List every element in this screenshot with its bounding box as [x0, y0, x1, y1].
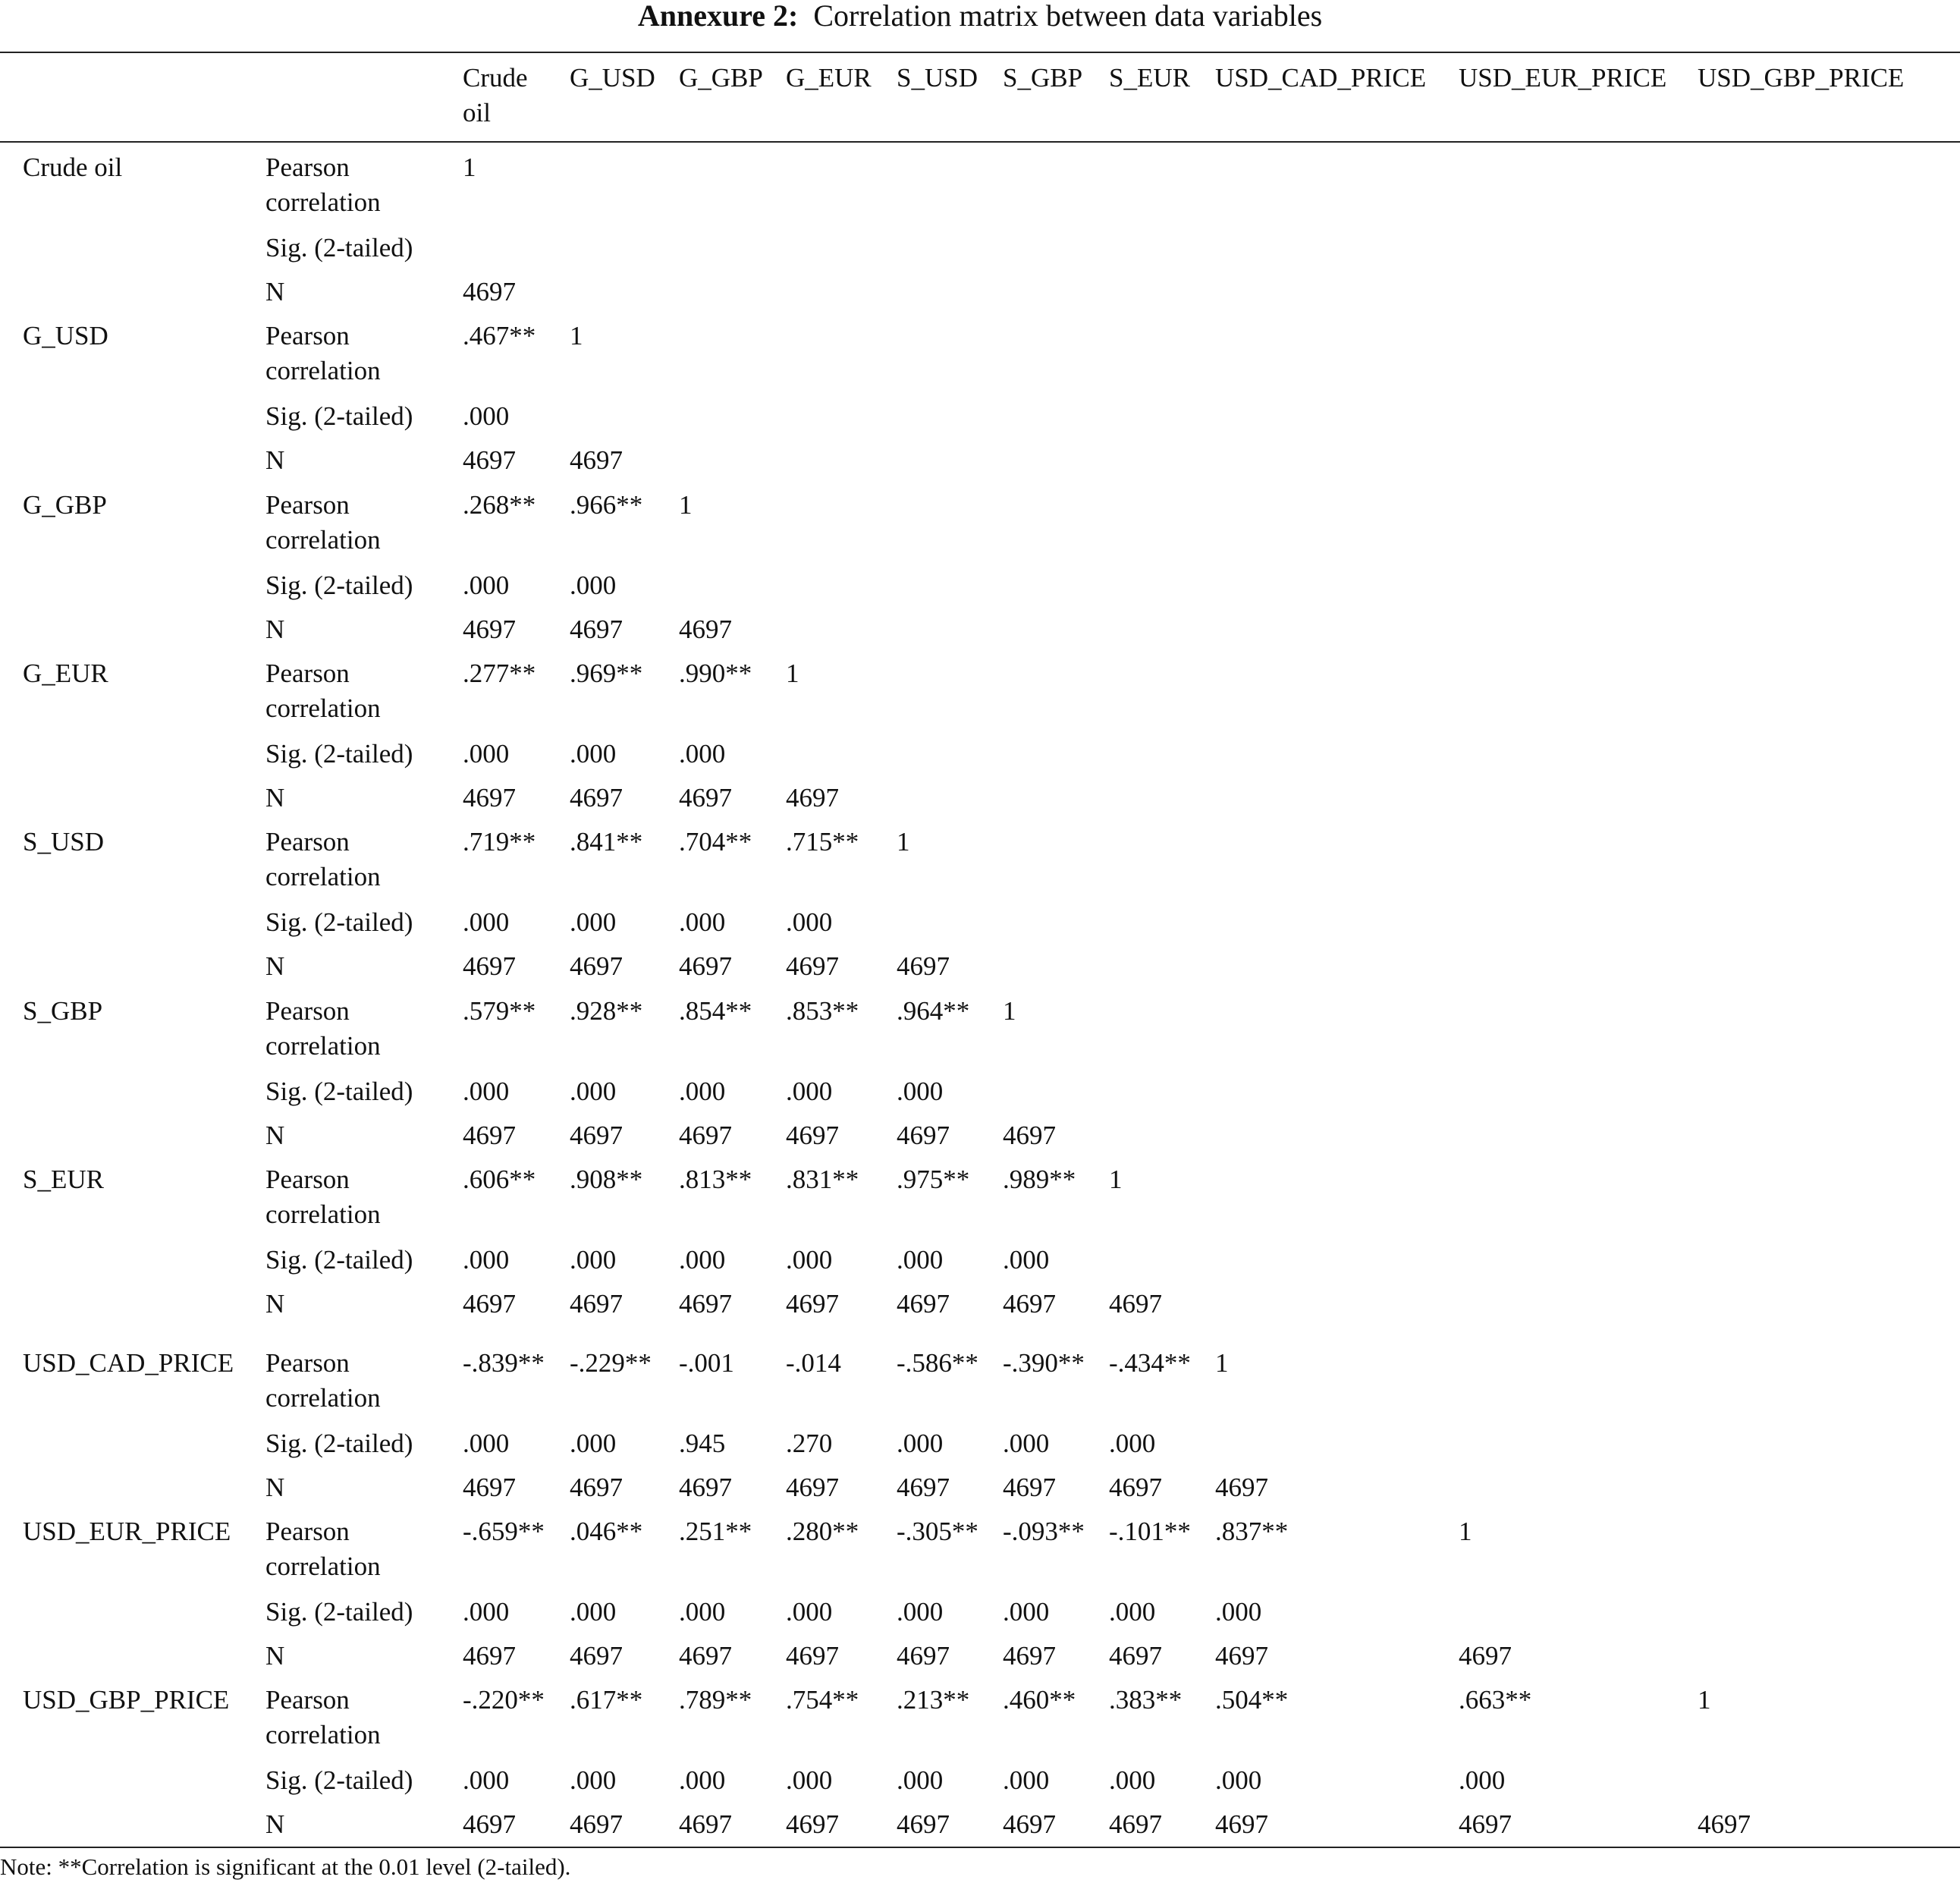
n-cell: 4697 [1003, 1641, 1056, 1671]
pearson-cell: .854** [679, 996, 752, 1026]
column-header: USD_GBP_PRICE [1698, 63, 1905, 93]
n-cell: 4697 [786, 783, 839, 813]
sig-cell: .000 [463, 571, 510, 600]
sig-cell: .000 [463, 907, 510, 937]
stat-label-pearson: correlation [265, 862, 381, 891]
row-variable-name: Crude oil [23, 152, 123, 182]
pearson-cell: .663** [1459, 1685, 1532, 1715]
sig-cell: .000 [570, 739, 617, 769]
n-cell: 4697 [463, 445, 516, 475]
n-cell: 4697 [897, 1473, 950, 1502]
title-text: Correlation matrix between data variables [813, 0, 1323, 33]
stat-label-pearson: correlation [265, 525, 381, 555]
sig-cell: .000 [570, 571, 617, 600]
pearson-cell: -.001 [679, 1348, 734, 1378]
n-cell: 4697 [463, 951, 516, 981]
pearson-cell: .719** [463, 827, 536, 857]
sig-cell: .000 [897, 1077, 944, 1106]
sig-cell: .000 [897, 1597, 944, 1627]
top-rule [0, 52, 1960, 53]
sig-cell: .000 [570, 1597, 617, 1627]
pearson-cell: .841** [570, 827, 643, 857]
row-variable-name: USD_GBP_PRICE [23, 1685, 230, 1715]
header-crude-oil-line1: Crude [463, 63, 528, 93]
stat-label-n: N [265, 615, 285, 644]
pearson-cell: -.659** [463, 1517, 545, 1546]
pearson-cell: .460** [1003, 1685, 1076, 1715]
row-variable-name: S_GBP [23, 996, 103, 1026]
sig-cell: .000 [786, 1245, 833, 1275]
stat-label-sig: Sig. (2-tailed) [265, 1429, 413, 1458]
n-cell: 4697 [897, 1641, 950, 1671]
stat-label-sig: Sig. (2-tailed) [265, 571, 413, 600]
pearson-cell: -.586** [897, 1348, 978, 1378]
header-rule [0, 141, 1960, 143]
table-title [0, 0, 1960, 33]
pearson-cell: -.390** [1003, 1348, 1085, 1378]
sig-cell: .000 [786, 1597, 833, 1627]
sig-cell: .000 [786, 1765, 833, 1795]
row-variable-name: USD_EUR_PRICE [23, 1517, 231, 1546]
pearson-cell: -.093** [1003, 1517, 1085, 1546]
pearson-cell: .213** [897, 1685, 970, 1715]
pearson-cell: 1 [570, 321, 583, 351]
pearson-cell: .908** [570, 1165, 643, 1194]
pearson-cell: -.305** [897, 1517, 978, 1546]
n-cell: 4697 [570, 1809, 623, 1839]
n-cell: 4697 [679, 783, 732, 813]
bottom-rule [0, 1847, 1960, 1848]
stat-label-n: N [265, 1121, 285, 1150]
sig-cell: .000 [1215, 1597, 1262, 1627]
row-variable-name: USD_CAD_PRICE [23, 1348, 234, 1378]
column-header: G_EUR [786, 63, 872, 93]
pearson-cell: -.101** [1109, 1517, 1191, 1546]
stat-label-pearson: Pearson [265, 827, 350, 857]
sig-cell: .000 [570, 1765, 617, 1795]
n-cell: 4697 [570, 1289, 623, 1319]
n-cell: 4697 [1109, 1289, 1162, 1319]
n-cell: 4697 [786, 1473, 839, 1502]
n-cell: 4697 [570, 951, 623, 981]
pearson-cell: .251** [679, 1517, 752, 1546]
n-cell: 4697 [679, 951, 732, 981]
sig-cell: .000 [786, 1077, 833, 1106]
header-crude-oil-line2: oil [463, 98, 491, 127]
pearson-cell: 1 [1109, 1165, 1123, 1194]
row-variable-name: S_EUR [23, 1165, 104, 1194]
n-cell: 4697 [897, 951, 950, 981]
stat-label-pearson: Pearson [265, 1165, 350, 1194]
pearson-cell: .046** [570, 1517, 643, 1546]
n-cell: 4697 [679, 1641, 732, 1671]
n-cell: 4697 [1698, 1809, 1751, 1839]
n-cell: 4697 [679, 1289, 732, 1319]
pearson-cell: .704** [679, 827, 752, 857]
sig-cell: .000 [897, 1429, 944, 1458]
row-variable-name: G_USD [23, 321, 108, 351]
n-cell: 4697 [679, 1121, 732, 1150]
sig-cell: .000 [570, 907, 617, 937]
n-cell: 4697 [1109, 1809, 1162, 1839]
n-cell: 4697 [1109, 1473, 1162, 1502]
stat-label-pearson: correlation [265, 356, 381, 385]
n-cell: 4697 [1003, 1121, 1056, 1150]
n-cell: 4697 [1215, 1641, 1268, 1671]
pearson-cell: 1 [786, 659, 799, 688]
n-cell: 4697 [463, 1289, 516, 1319]
pearson-cell: .989** [1003, 1165, 1076, 1194]
pearson-cell: .813** [679, 1165, 752, 1194]
stat-label-pearson: correlation [265, 1720, 381, 1749]
stat-label-pearson: Pearson [265, 490, 350, 520]
stat-label-pearson: correlation [265, 1383, 381, 1413]
n-cell: 4697 [786, 951, 839, 981]
sig-cell: .000 [463, 401, 510, 431]
column-header: G_USD [570, 63, 655, 93]
sig-cell: .000 [1109, 1429, 1156, 1458]
pearson-cell: .467** [463, 321, 536, 351]
pearson-cell: .928** [570, 996, 643, 1026]
sig-cell: .000 [463, 1429, 510, 1458]
sig-cell: .000 [570, 1077, 617, 1106]
pearson-cell: .606** [463, 1165, 536, 1194]
pearson-cell: .990** [679, 659, 752, 688]
sig-cell: .000 [679, 907, 726, 937]
pearson-cell: .383** [1109, 1685, 1183, 1715]
pearson-cell: 1 [1003, 996, 1016, 1026]
n-cell: 4697 [570, 1641, 623, 1671]
sig-cell: .000 [1003, 1245, 1050, 1275]
n-cell: 4697 [570, 1121, 623, 1150]
n-cell: 4697 [897, 1289, 950, 1319]
pearson-cell: .715** [786, 827, 859, 857]
sig-cell: .000 [463, 1077, 510, 1106]
n-cell: 4697 [570, 1473, 623, 1502]
stat-label-pearson: correlation [265, 187, 381, 217]
stat-label-pearson: Pearson [265, 1685, 350, 1715]
pearson-cell: .268** [463, 490, 536, 520]
stat-label-pearson: Pearson [265, 321, 350, 351]
n-cell: 4697 [679, 1473, 732, 1502]
sig-cell: .000 [679, 739, 726, 769]
column-header: USD_CAD_PRICE [1215, 63, 1427, 93]
stat-label-sig: Sig. (2-tailed) [265, 907, 413, 937]
stat-label-sig: Sig. (2-tailed) [265, 1765, 413, 1795]
sig-cell: .000 [1215, 1765, 1262, 1795]
n-cell: 4697 [1109, 1641, 1162, 1671]
stat-label-pearson: Pearson [265, 1348, 350, 1378]
n-cell: 4697 [463, 615, 516, 644]
stat-label-n: N [265, 1473, 285, 1502]
n-cell: 4697 [570, 615, 623, 644]
pearson-cell: 1 [897, 827, 910, 857]
sig-cell: .000 [463, 1597, 510, 1627]
stat-label-n: N [265, 783, 285, 813]
pearson-cell: .853** [786, 996, 859, 1026]
n-cell: 4697 [463, 783, 516, 813]
n-cell: 4697 [463, 1809, 516, 1839]
pearson-cell: -.014 [786, 1348, 841, 1378]
n-cell: 4697 [786, 1289, 839, 1319]
pearson-cell: .969** [570, 659, 643, 688]
stat-label-n: N [265, 445, 285, 475]
pearson-cell: .504** [1215, 1685, 1289, 1715]
stat-label-n: N [265, 277, 285, 306]
n-cell: 4697 [1215, 1809, 1268, 1839]
pearson-cell: -.220** [463, 1685, 545, 1715]
row-variable-name: G_EUR [23, 659, 108, 688]
sig-cell: .000 [897, 1245, 944, 1275]
pearson-cell: .837** [1215, 1517, 1289, 1546]
stat-label-sig: Sig. (2-tailed) [265, 1597, 413, 1627]
pearson-cell: 1 [463, 152, 476, 182]
stat-label-sig: Sig. (2-tailed) [265, 233, 413, 262]
n-cell: 4697 [786, 1121, 839, 1150]
pearson-cell: 1 [1698, 1685, 1711, 1715]
sig-cell: .000 [463, 1245, 510, 1275]
sig-cell: .000 [679, 1765, 726, 1795]
stat-label-sig: Sig. (2-tailed) [265, 739, 413, 769]
sig-cell: .000 [1003, 1765, 1050, 1795]
sig-cell: .000 [463, 739, 510, 769]
sig-cell: .000 [1109, 1597, 1156, 1627]
pearson-cell: .277** [463, 659, 536, 688]
n-cell: 4697 [570, 783, 623, 813]
n-cell: 4697 [786, 1641, 839, 1671]
n-cell: 4697 [463, 1121, 516, 1150]
sig-cell: .000 [897, 1765, 944, 1795]
n-cell: 4697 [786, 1809, 839, 1839]
n-cell: 4697 [463, 277, 516, 306]
sig-cell: .000 [570, 1245, 617, 1275]
sig-cell: .000 [570, 1429, 617, 1458]
stat-label-pearson: Pearson [265, 1517, 350, 1546]
sig-cell: .000 [1459, 1765, 1506, 1795]
n-cell: 4697 [679, 1809, 732, 1839]
pearson-cell: 1 [679, 490, 693, 520]
pearson-cell: .966** [570, 490, 643, 520]
n-cell: 4697 [679, 615, 732, 644]
n-cell: 4697 [1215, 1473, 1268, 1502]
stat-label-n: N [265, 1809, 285, 1839]
pearson-cell: .789** [679, 1685, 752, 1715]
sig-cell: .000 [1109, 1765, 1156, 1795]
stat-label-pearson: correlation [265, 1551, 381, 1581]
sig-cell: .000 [679, 1597, 726, 1627]
title-label: Annexure 2: [637, 0, 799, 33]
stat-label-pearson: correlation [265, 1199, 381, 1229]
n-cell: 4697 [463, 1641, 516, 1671]
stat-label-sig: Sig. (2-tailed) [265, 1245, 413, 1275]
pearson-cell: .280** [786, 1517, 859, 1546]
sig-cell: .000 [679, 1245, 726, 1275]
sig-cell: .000 [679, 1077, 726, 1106]
n-cell: 4697 [897, 1121, 950, 1150]
n-cell: 4697 [897, 1809, 950, 1839]
pearson-cell: .831** [786, 1165, 859, 1194]
sig-cell: .000 [786, 907, 833, 937]
pearson-cell: 1 [1459, 1517, 1472, 1546]
pearson-cell: -.434** [1109, 1348, 1191, 1378]
row-variable-name: G_GBP [23, 490, 107, 520]
stat-label-n: N [265, 1641, 285, 1671]
row-variable-name: S_USD [23, 827, 104, 857]
column-header: USD_EUR_PRICE [1459, 63, 1667, 93]
sig-cell: .000 [463, 1765, 510, 1795]
n-cell: 4697 [1459, 1809, 1512, 1839]
column-header: S_EUR [1109, 63, 1190, 93]
column-header: G_GBP [679, 63, 763, 93]
pearson-cell: .964** [897, 996, 970, 1026]
sig-cell: .270 [786, 1429, 833, 1458]
n-cell: 4697 [1003, 1473, 1056, 1502]
stat-label-pearson: correlation [265, 693, 381, 723]
stat-label-sig: Sig. (2-tailed) [265, 1077, 413, 1106]
stat-label-pearson: Pearson [265, 152, 350, 182]
n-cell: 4697 [1003, 1289, 1056, 1319]
stat-label-pearson: Pearson [265, 659, 350, 688]
pearson-cell: .975** [897, 1165, 970, 1194]
stat-label-n: N [265, 1289, 285, 1319]
n-cell: 4697 [1003, 1809, 1056, 1839]
n-cell: 4697 [463, 1473, 516, 1502]
pearson-cell: .579** [463, 996, 536, 1026]
table-note: Note: **Correlation is significant at the 0.01 level (2-tailed). [0, 1853, 571, 1880]
n-cell: 4697 [1459, 1641, 1512, 1671]
column-header: S_GBP [1003, 63, 1083, 93]
pearson-cell: -.839** [463, 1348, 545, 1378]
sig-cell: .000 [1003, 1597, 1050, 1627]
pearson-cell: 1 [1215, 1348, 1229, 1378]
stat-label-sig: Sig. (2-tailed) [265, 401, 413, 431]
pearson-cell: .617** [570, 1685, 643, 1715]
column-header: S_USD [897, 63, 978, 93]
sig-cell: .945 [679, 1429, 726, 1458]
stat-label-pearson: Pearson [265, 996, 350, 1026]
n-cell: 4697 [570, 445, 623, 475]
pearson-cell: -.229** [570, 1348, 652, 1378]
sig-cell: .000 [1003, 1429, 1050, 1458]
stat-label-n: N [265, 951, 285, 981]
stat-label-pearson: correlation [265, 1031, 381, 1061]
pearson-cell: .754** [786, 1685, 859, 1715]
